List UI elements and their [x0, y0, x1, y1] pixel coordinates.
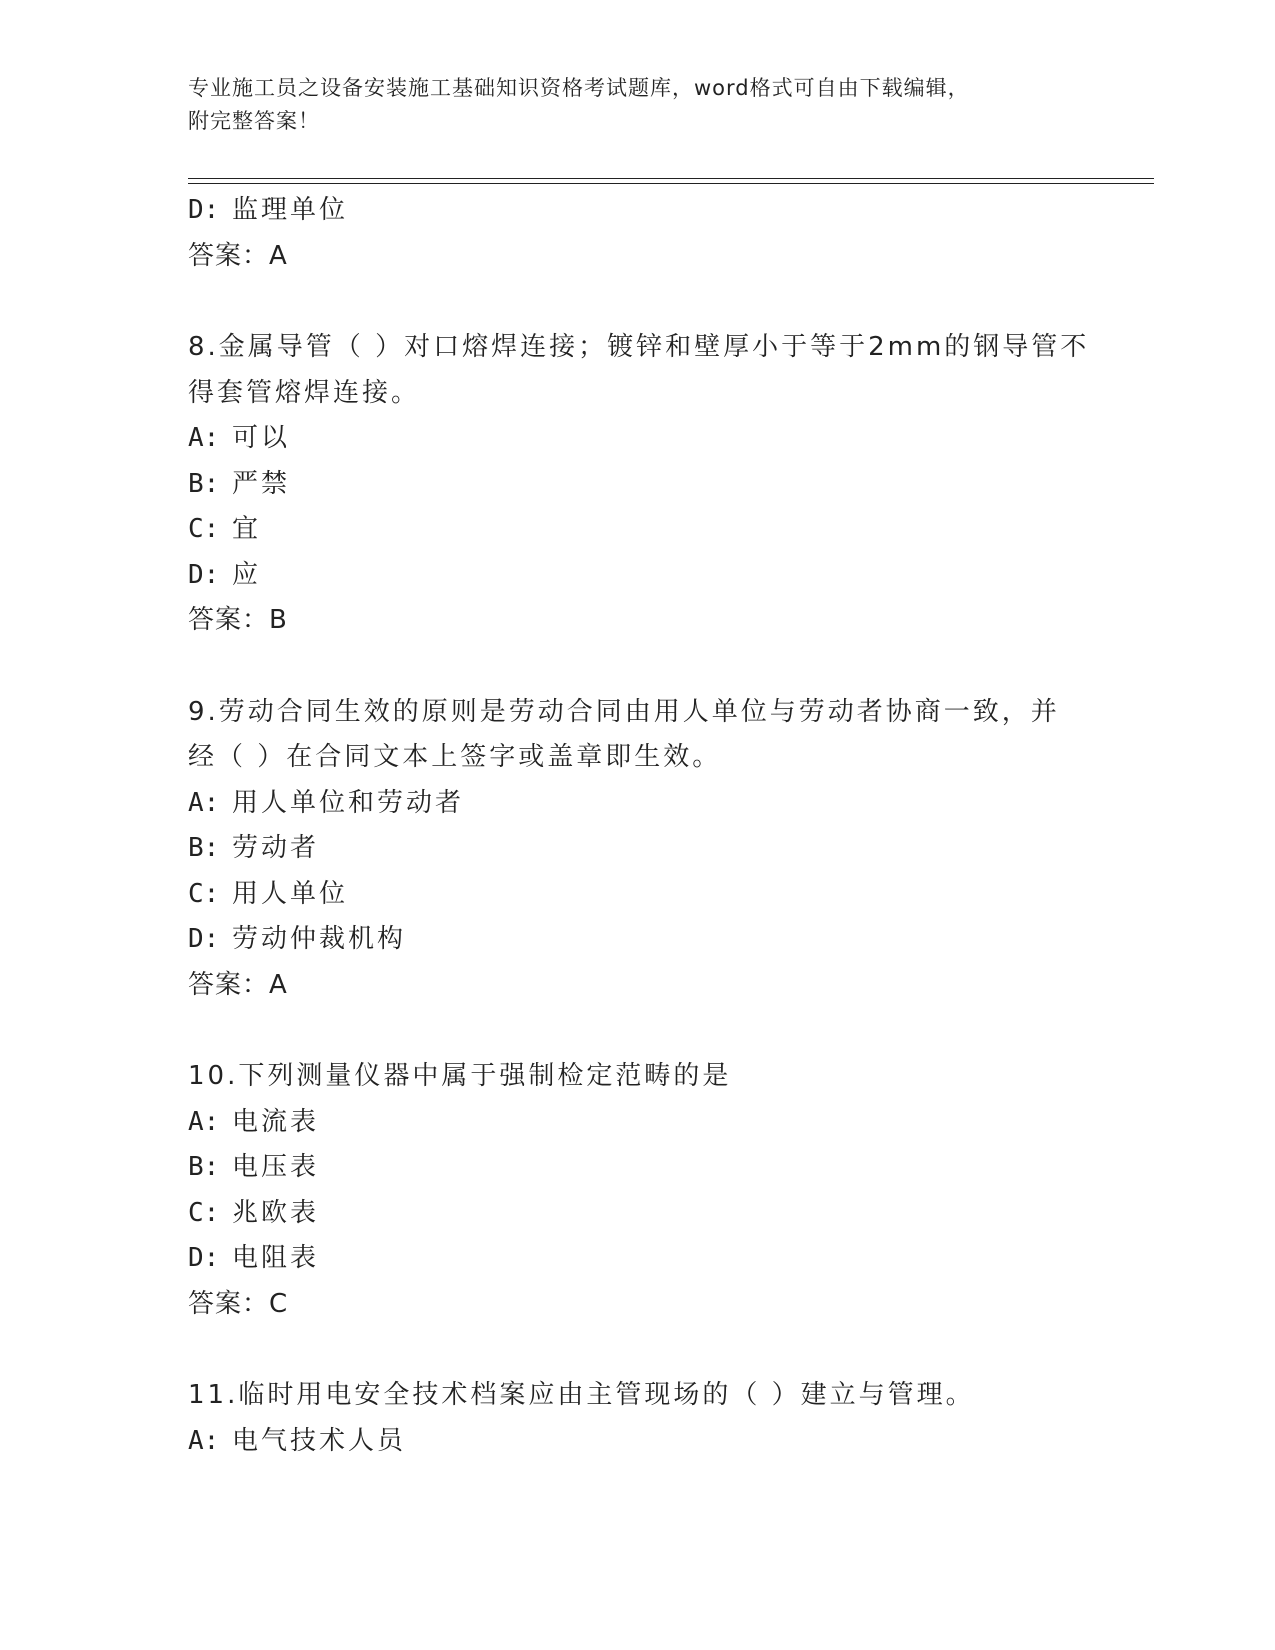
option-text: 劳动仲裁机构	[232, 924, 407, 954]
option-text: 用人单位和劳动者	[232, 787, 465, 818]
spacer	[188, 644, 1108, 690]
option-letter: C:	[188, 1197, 220, 1228]
option-b	[188, 1145, 1108, 1191]
option-letter: D:	[188, 559, 220, 590]
option-text: 严禁	[232, 468, 291, 499]
spacer	[188, 1327, 1108, 1373]
option-a	[188, 416, 1108, 462]
header-line-2: 附完整答案！	[188, 109, 320, 133]
option-b	[188, 462, 1108, 508]
option-letter: B:	[188, 1152, 220, 1182]
option-d	[188, 553, 1108, 599]
answer-line: 答案：B	[188, 605, 288, 635]
header-divider-top	[188, 178, 1154, 179]
option-text: 用人单位	[232, 878, 349, 909]
option-d	[188, 1236, 1108, 1282]
option-letter: A:	[188, 423, 220, 453]
option-text: 应	[232, 559, 262, 590]
header-line-1: 专业施工员之设备安装施工基础知识资格考试题库，word格式可自由下载编辑，	[188, 76, 970, 100]
option-text: 电气技术人员	[232, 1425, 407, 1456]
option-b	[188, 826, 1108, 872]
option-letter: C:	[188, 878, 220, 909]
option-text: 兆欧表	[232, 1197, 320, 1228]
option-text: 监理单位	[232, 195, 349, 225]
question-9-stem-line-1: 9.劳动合同生效的原则是劳动合同由用人单位与劳动者协商一致，并	[188, 696, 1060, 727]
option-letter: A:	[188, 1106, 220, 1137]
header-divider-bottom	[188, 183, 1154, 184]
option-c	[188, 1191, 1108, 1237]
spacer	[188, 279, 1108, 325]
option-a	[188, 1419, 1108, 1465]
option-text: 劳动者	[232, 833, 320, 863]
option-c	[188, 872, 1108, 918]
spacer	[188, 1008, 1108, 1054]
option-text: 宜	[232, 514, 262, 544]
question-10-stem: 10.下列测量仪器中属于强制检定范畴的是	[188, 1061, 732, 1091]
option-text: 电阻表	[232, 1243, 320, 1273]
option-letter: A:	[188, 1425, 220, 1456]
option-letter: B:	[188, 468, 220, 499]
option-letter: D:	[188, 1243, 220, 1273]
option-d	[188, 917, 1108, 963]
question-8-stem-line-1: 8.金属导管（ ）对口熔焊连接；镀锌和壁厚小于等于2mm的钢导管不	[188, 332, 1090, 362]
option-letter: C:	[188, 514, 220, 544]
exam-content	[188, 188, 1108, 1464]
question-9-stem-line-2: 经（ ）在合同文本上签字或盖章即生效。	[188, 742, 722, 772]
option-text: 可以	[232, 423, 291, 453]
answer-line: 答案：C	[188, 1288, 289, 1319]
answer-line: 答案：A	[188, 969, 288, 1000]
option-text: 电压表	[232, 1152, 320, 1182]
option-letter: D:	[188, 924, 220, 954]
option-d	[188, 188, 1108, 234]
option-c	[188, 507, 1108, 553]
option-letter: D:	[188, 195, 220, 225]
option-a	[188, 1100, 1108, 1146]
question-11-stem: 11.临时用电安全技术档案应由主管现场的（ ）建立与管理。	[188, 1380, 975, 1410]
option-text: 电流表	[232, 1106, 320, 1137]
option-letter: A:	[188, 787, 220, 818]
option-letter: B:	[188, 833, 220, 863]
page-header	[188, 72, 1068, 138]
option-a	[188, 781, 1108, 827]
question-8-stem-line-2: 得套管熔焊连接。	[188, 377, 421, 408]
answer-line: 答案：A	[188, 240, 288, 271]
